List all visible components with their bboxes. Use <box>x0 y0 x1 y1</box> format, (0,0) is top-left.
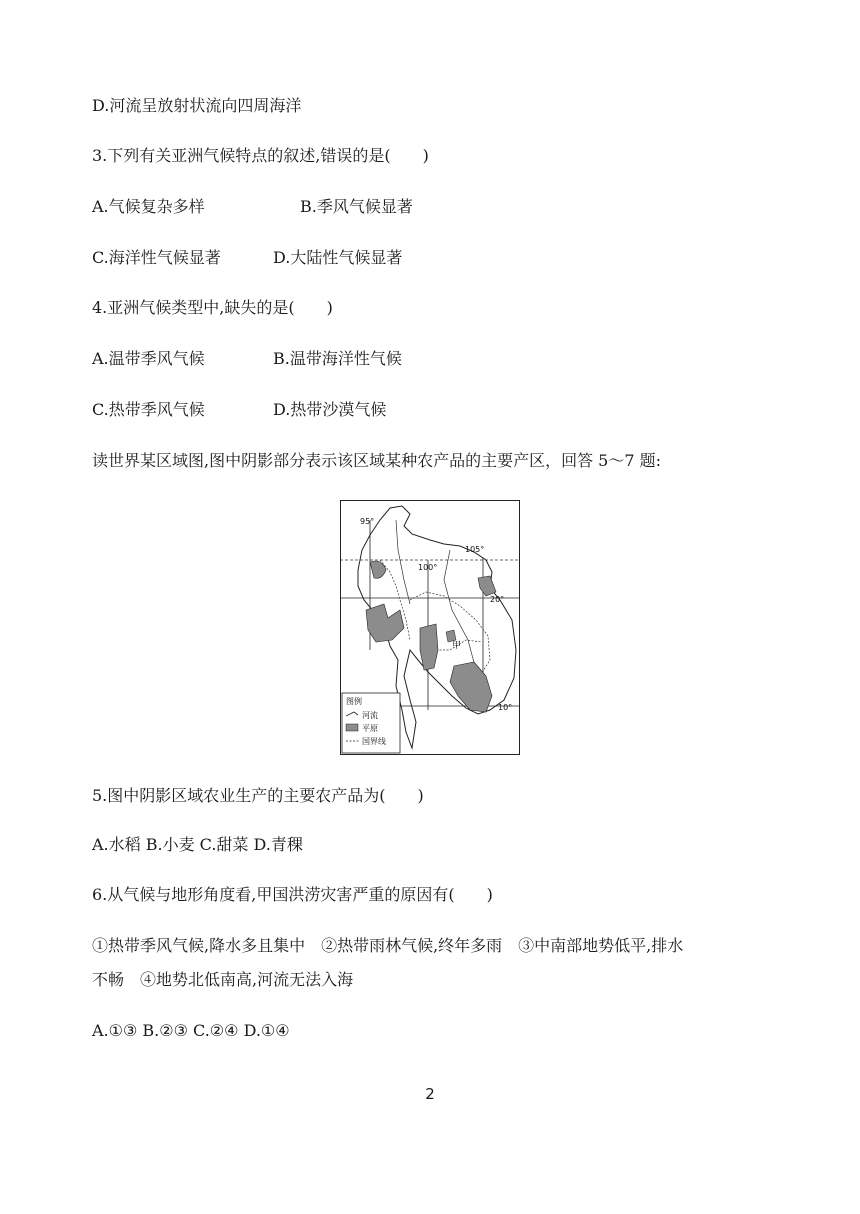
question-4: 4.亚洲气候类型中,缺失的是( ) <box>92 298 333 317</box>
q4-option-d: D.热带沙漠气候 <box>273 400 387 419</box>
q3-option-b: B.季风气候显著 <box>300 197 413 216</box>
country-jia-label: 甲 <box>452 641 462 651</box>
question-3: 3.下列有关亚洲气候特点的叙述,错误的是( ) <box>92 146 429 165</box>
lat-20-label: 20° <box>490 595 505 604</box>
q3-option-a: A.气候复杂多样 <box>92 197 205 216</box>
map-intro: 读世界某区域图,图中阴影部分表示该区域某种农产品的主要产区，回答 5～7 题: <box>92 451 662 470</box>
q4-option-b: B.温带海洋性气候 <box>273 349 402 368</box>
legend-title: 图例 <box>346 697 362 706</box>
q5-options: A.水稻 B.小麦 C.甜菜 D.青稞 <box>92 835 303 854</box>
question-5: 5.图中阴影区域农业生产的主要农产品为( ) <box>92 786 424 805</box>
page-number: 2 <box>425 1085 435 1103</box>
q6-statements-line2: 不畅 ④地势北低南高,河流无法入海 <box>92 970 354 989</box>
legend-plain: 平原 <box>362 724 378 733</box>
lat-10-label: 10° <box>498 703 513 712</box>
legend-border: 国界线 <box>362 737 386 746</box>
question-6: 6.从气候与地形角度看,甲国洪涝灾害严重的原因有( ) <box>92 885 493 904</box>
lon-100-label: 100° <box>418 563 438 572</box>
option-d-previous: D.河流呈放射状流向四周海洋 <box>92 96 302 115</box>
q6-options: A.①③ B.②③ C.②④ D.①④ <box>92 1021 290 1040</box>
q4-option-a: A.温带季风气候 <box>92 349 205 368</box>
q3-option-c: C.海洋性气候显著 <box>92 248 221 267</box>
q4-option-c: C.热带季风气候 <box>92 400 205 419</box>
region-map <box>340 500 520 755</box>
q6-statements-line1: ①热带季风气候,降水多且集中 ②热带雨林气候,终年多雨 ③中南部地势低平,排水 <box>92 936 684 955</box>
legend-river: 河流 <box>362 711 378 720</box>
plain-area-central <box>420 624 438 670</box>
q3-option-d: D.大陆性气候显著 <box>273 248 403 267</box>
lon-95-label: 95° <box>360 517 375 526</box>
lon-105-label: 105° <box>465 545 485 554</box>
